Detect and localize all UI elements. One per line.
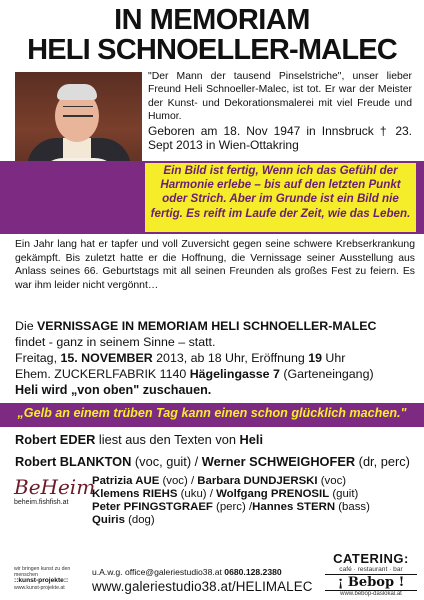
event-location: Ehem. ZUCKERLFABRIK 1140 Hägelingasse 7 (Garteneingang) [15, 367, 374, 381]
bebop-url[interactable]: www.bebop-daslokal.at [340, 591, 402, 597]
kunst-projekte-url: www.kunst-projekte.at [14, 584, 65, 591]
title-line-1: IN MEMORIAM [114, 4, 310, 36]
beheim-url: beheim.fishfish.at [14, 499, 69, 506]
reader-line: Robert EDER liest aus den Texten von Heli [15, 432, 264, 447]
musicians-list [92, 475, 370, 527]
event-line-2: findet - ganz in seinem Sinne – statt. [15, 335, 216, 349]
musician-row: Peter PFINGSTGRAEF (perc) /Hannes STERN (bass) [92, 501, 370, 513]
musician-row: Patrizia AUE (voc) / Barbara DUNDJERSKI (voc) [92, 475, 347, 487]
beheim-logo: BeHeim beheim.fishfish.at [14, 475, 96, 506]
catering-subtitle: café · restaurant · bar [339, 566, 403, 573]
contact-line: u.A.w.g. office@galeriestudio38.at 0680.128.2380 [92, 567, 282, 577]
catering-box [325, 551, 417, 597]
gallery-url[interactable]: www.galeriestudio38.at/HELIMALEC [92, 579, 313, 594]
bebop-logo: ¡ Bebop ! [325, 574, 417, 591]
event-info [15, 318, 415, 398]
quote-box: Ein Bild ist fertig, Wenn ich das Gefühl der Harmonie erlebe – bis auf den letzten Punkt oder Strich. Aber im Grunde ist ein Bild nie fertig. Es reift im Laufe der Zeit, wie das Leben. [145, 163, 416, 232]
life-dates: Geboren am 18. Nov 1947 in Innsbruck † 23. Sept 2013 in Wien-Ottakring [148, 123, 412, 152]
musician-row: Klemens RIEHS (uku) / Wolfgang PRENOSIL (guit) [92, 488, 359, 500]
title-line-2: HELI SCHNOELLER-MALEC [27, 34, 397, 66]
story-paragraph: Ein Jahr lang hat er tapfer und voll Zuversicht gegen seine schwere Krebserkrankung gekämpft. Bis zuletzt hatte er die Hoffnung, die Vernissage seiner Ausstellung aus Anlass seines 66. Geburtstags mit all seinen Freunden als großes Fest zu feiern. Es war ihm leider nicht vergönnt… [15, 239, 415, 291]
event-line-1: Die VERNISSAGE IN MEMORIAM HELI SCHNOELLER-MALEC [15, 319, 377, 333]
musician-row: Quiris (dog) [92, 514, 155, 526]
kunst-projekte-logo: wir bringen kunst zu den menschen ::kunst-projekte:: www.kunst-projekte.at [14, 566, 82, 591]
event-closing-line: Heli wird „von oben" zuschauen. [15, 383, 212, 397]
event-date: Freitag, 15. NOVEMBER 2013, ab 18 Uhr, Eröffnung 19 Uhr [15, 351, 346, 365]
intro-text [148, 70, 412, 152]
banner-quote: „Gelb an einem trüben Tag kann einen schon glücklich machen." [17, 406, 407, 420]
catering-title: CATERING: [333, 551, 409, 566]
email-link[interactable]: office@galeriestudio38.at [124, 567, 222, 577]
intro-paragraph: "Der Mann der tausend Pinselstriche", unser lieber Freund Heli Schnoeller-Malec, ist tot. Er war der Meister der Kunst- und Dekorationsmalerei mit viel Freude und Humor. [148, 71, 412, 123]
band-line: Robert BLANKTON (voc, guit) / Werner SCHWEIGHOFER (dr, perc) [15, 454, 410, 469]
phone-number: 0680.128.2380 [221, 567, 282, 577]
